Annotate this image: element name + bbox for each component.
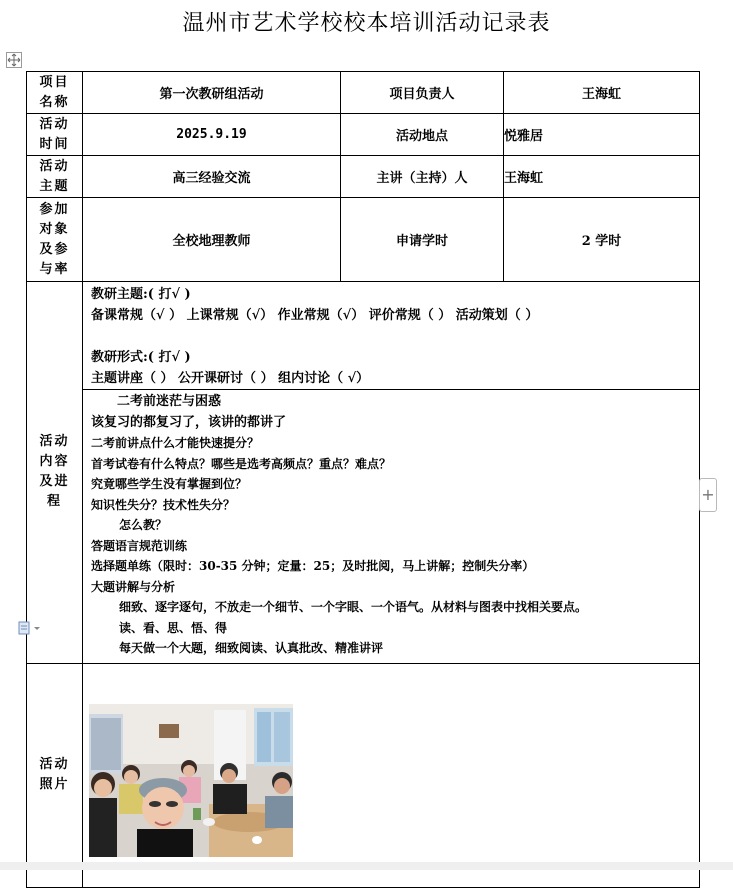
note-line: 二考前迷茫与困惑 bbox=[117, 394, 222, 409]
group-photo-icon[interactable] bbox=[89, 704, 293, 857]
content-label: 活动内容及进程 bbox=[27, 282, 83, 664]
leader-value[interactable]: 王海虹 bbox=[504, 72, 700, 114]
place-label: 活动地点 bbox=[341, 114, 504, 156]
plus-icon[interactable]: + bbox=[699, 478, 717, 512]
photo-label: 活动照片 bbox=[27, 663, 83, 887]
note-line: 细致、逐字逐句，不放走一个细节、一个字眼、一个语气。从材料与图表中找相关要点。 bbox=[119, 600, 588, 614]
note-line: 大题讲解与分析 bbox=[91, 579, 176, 594]
status-bar bbox=[0, 862, 733, 870]
note-line: 知识性失分？技术性失分？ bbox=[91, 497, 236, 512]
time-value[interactable]: 2025.9.19 bbox=[83, 114, 341, 156]
theme-value[interactable]: 高三经验交流 bbox=[83, 156, 341, 198]
row-project bbox=[27, 72, 700, 114]
participants-label: 参加对象及参与率 bbox=[27, 198, 83, 282]
row-content-type bbox=[27, 282, 700, 390]
speaker-label: 主讲（主持）人 bbox=[341, 156, 504, 198]
note-line: 该复习的都复习了，该讲的都讲了 bbox=[91, 414, 287, 430]
place-value[interactable]: 悦雅居 bbox=[504, 114, 700, 156]
time-label: 活动时间 bbox=[27, 114, 83, 156]
speaker-value[interactable]: 王海虹 bbox=[504, 156, 700, 198]
note-line: 二考前讲点什么才能快速提分？ bbox=[91, 436, 260, 450]
row-photo bbox=[27, 663, 700, 887]
form-options: 主题讲座（ ） 公开课研讨（ ） 组内讨论（ √） bbox=[91, 371, 370, 386]
project-name-value[interactable]: 第一次教研组活动 bbox=[83, 72, 341, 114]
hours-value[interactable]: 2 学时 bbox=[504, 198, 700, 282]
note-line: 究竟哪些学生没有掌握到位？ bbox=[91, 477, 248, 491]
row-theme bbox=[27, 156, 700, 198]
move-arrows-icon[interactable] bbox=[6, 52, 22, 68]
note-line: 首考试卷有什么特点？哪些是选考高频点？重点？难点？ bbox=[91, 456, 392, 471]
project-name-label: 项目名称 bbox=[27, 72, 83, 114]
blank-line bbox=[91, 326, 699, 347]
theme-label: 活动主题 bbox=[27, 156, 83, 198]
note-line: 答题语言规范训练 bbox=[91, 538, 188, 553]
hours-label: 申请学时 bbox=[341, 198, 504, 282]
note-line: 每天做一个大题，细致阅读、认真批改、精准讲评 bbox=[119, 641, 384, 655]
content-notes-cell[interactable] bbox=[83, 390, 700, 664]
note-line: 怎么教？ bbox=[119, 518, 168, 532]
content-type-cell[interactable] bbox=[83, 282, 700, 390]
note-line: 读、看、思、悟、得 bbox=[119, 620, 228, 635]
row-content-notes bbox=[27, 390, 700, 664]
record-table bbox=[26, 71, 700, 888]
photo-cell bbox=[83, 663, 700, 887]
theme-heading: 教研主题:( 打√ ) bbox=[91, 287, 191, 302]
paragraph-options-icon[interactable] bbox=[18, 620, 42, 634]
form-heading: 教研形式:( 打√ ) bbox=[91, 350, 191, 365]
row-participants bbox=[27, 198, 700, 282]
leader-label: 项目负责人 bbox=[341, 72, 504, 114]
participants-value[interactable]: 全校地理教师 bbox=[83, 198, 341, 282]
row-time bbox=[27, 114, 700, 156]
theme-options: 备课常规（√ ） 上课常规（√） 作业常规（√） 评价常规（ ） 活动策划（ ） bbox=[91, 308, 539, 323]
page-title: 温州市艺术学校校本培训活动记录表 bbox=[182, 11, 551, 36]
note-line: 选择题单练（限时：30-35 分钟；定量：25；及时批阅，马上讲解；控制失分率） bbox=[91, 559, 535, 573]
